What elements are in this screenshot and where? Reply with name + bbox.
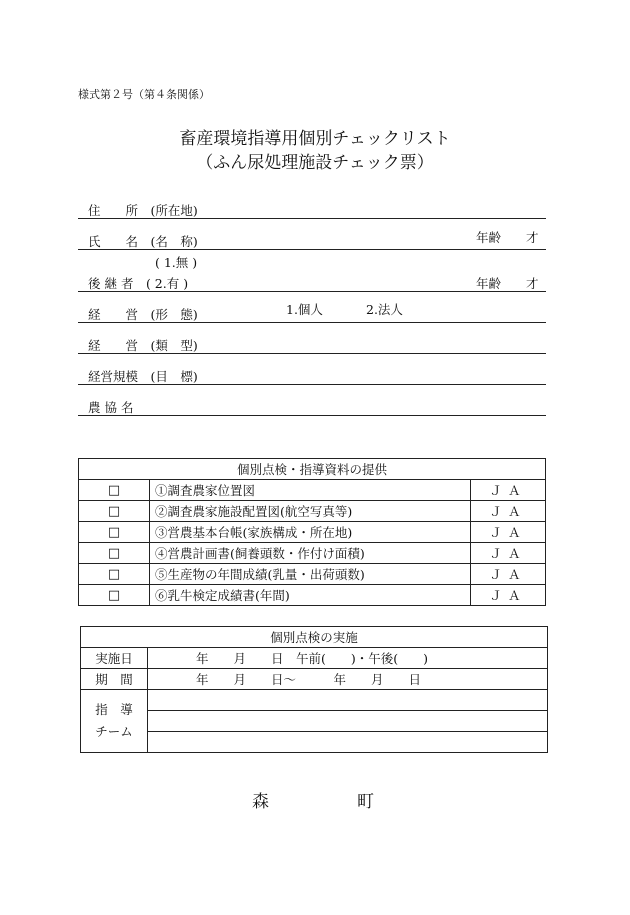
ja-name-label: 農 協 名 — [88, 400, 134, 415]
checkbox[interactable]: □ — [79, 585, 150, 606]
management-type-line — [78, 353, 546, 354]
team-field-3[interactable] — [148, 732, 548, 753]
table-row — [79, 543, 546, 564]
date-row — [81, 648, 548, 669]
town-name-right: 町 — [357, 792, 374, 812]
team-label-line-1: 指 導 — [95, 702, 133, 717]
checkbox[interactable]: □ — [79, 564, 150, 585]
table-row — [79, 522, 546, 543]
material-item: ④営農計画書(飼養頭数・作付け面積) — [150, 543, 471, 564]
provider-cell: ＪＡ — [471, 480, 546, 501]
provider-cell: ＪＡ — [471, 501, 546, 522]
option-corporation: 2.法人 — [366, 302, 403, 317]
town-name-left: 森 — [252, 792, 269, 812]
management-scale-line — [78, 384, 546, 385]
checkbox[interactable]: □ — [79, 480, 150, 501]
material-item: ⑤生産物の年間成績(乳量・出荷頭数) — [150, 564, 471, 585]
period-row — [81, 669, 548, 690]
table-row — [79, 564, 546, 585]
team-field-2[interactable] — [148, 711, 548, 732]
checkbox[interactable]: □ — [79, 501, 150, 522]
management-type-label: 経 営 (類 型) — [88, 338, 198, 353]
age-label-2: 年齢 才 — [476, 276, 539, 291]
material-item: ②調査農家施設配置図(航空写真等) — [150, 501, 471, 522]
date-label: 実施日 — [81, 648, 148, 669]
team-row — [81, 690, 548, 711]
team-field-1[interactable] — [148, 690, 548, 711]
ja-name-line — [78, 415, 546, 416]
date-field[interactable]: 年 月 日 午前( )・午後( ) — [148, 648, 548, 669]
implementation-header: 個別点検の実施 — [81, 627, 548, 648]
period-field[interactable]: 年 月 日～ 年 月 日 — [148, 669, 548, 690]
team-label-line-2: チーム — [95, 724, 133, 739]
materials-table — [78, 458, 546, 606]
name-line — [78, 249, 546, 250]
implementation-table — [80, 626, 548, 753]
checkbox[interactable]: □ — [79, 543, 150, 564]
material-item: ①調査農家位置図 — [150, 480, 471, 501]
management-form-line — [78, 322, 546, 323]
table-row — [79, 585, 546, 606]
team-row — [81, 732, 548, 753]
address-label: 住 所 (所在地) — [88, 203, 198, 218]
provider-cell: ＪＡ — [471, 522, 546, 543]
table-row — [79, 480, 546, 501]
management-scale-label: 経営規模 (目 標) — [88, 369, 198, 384]
team-label — [81, 690, 148, 753]
materials-header-row — [79, 459, 546, 480]
successor-line — [78, 291, 546, 292]
period-label: 期 間 — [81, 669, 148, 690]
provider-cell: ＪＡ — [471, 543, 546, 564]
address-line — [78, 218, 546, 219]
page-subtitle: （ふん尿処理施設チェック票） — [196, 153, 434, 173]
successor-label: 後 継 者 ( 2.有 ) — [88, 276, 189, 291]
material-item: ⑥乳牛検定成績書(年間) — [150, 585, 471, 606]
provider-cell: ＪＡ — [471, 564, 546, 585]
material-item: ③営農基本台帳(家族構成・所在地) — [150, 522, 471, 543]
form-number: 様式第２号（第４条関係） — [78, 88, 210, 101]
team-row — [81, 711, 548, 732]
name-label: 氏 名 (名 称) — [88, 234, 198, 249]
successor-option-none: ( 1.無 ) — [155, 255, 198, 270]
management-form-label: 経 営 (形 態) — [88, 307, 198, 322]
provider-cell: ＪＡ — [471, 585, 546, 606]
option-individual: 1.個人 — [286, 302, 323, 317]
implementation-header-row — [81, 627, 548, 648]
checkbox[interactable]: □ — [79, 522, 150, 543]
table-row — [79, 501, 546, 522]
town-name — [252, 787, 374, 812]
age-label-1: 年齢 才 — [476, 230, 539, 245]
materials-header: 個別点検・指導資料の提供 — [79, 459, 546, 480]
page-title: 畜産環境指導用個別チェックリスト — [179, 129, 451, 149]
